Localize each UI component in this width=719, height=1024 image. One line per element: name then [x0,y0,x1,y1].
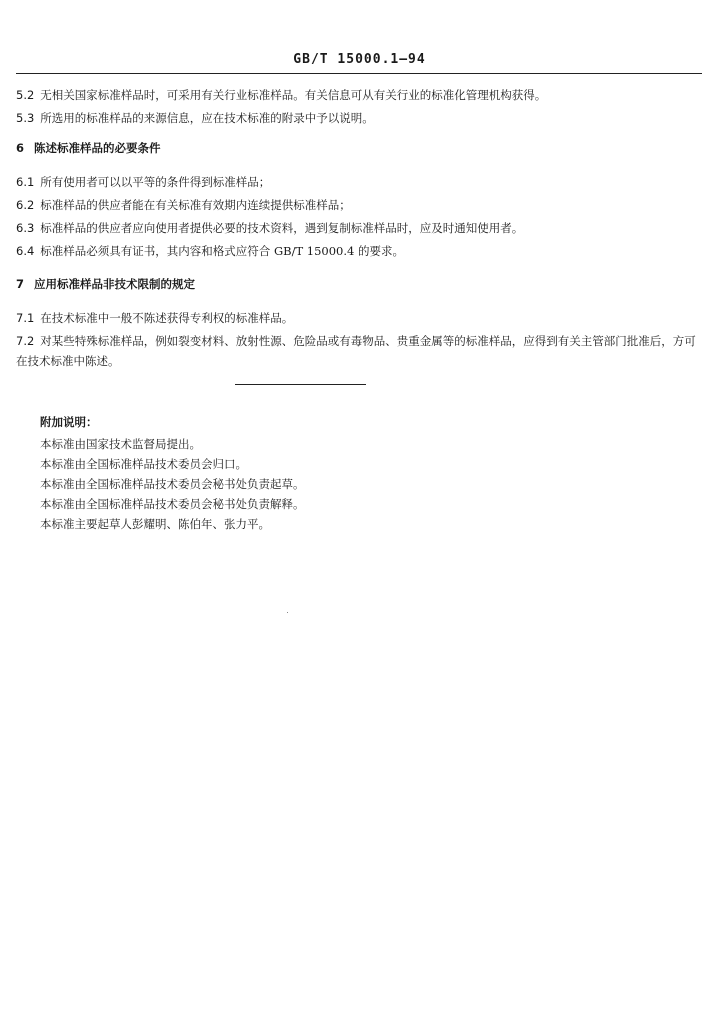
clause-6-2 [16,195,706,215]
document-body [16,85,706,374]
clause-text: 所选用的标准样品的来源信息，应在技术标准的附录中予以说明。 [40,111,374,125]
clause-5-2 [16,85,706,105]
clause-number: 6.2 [16,198,35,212]
end-of-text-rule [235,384,366,385]
clause-6-4 [16,241,706,261]
clause-number: 5.2 [16,88,35,102]
clause-text: 对某些特殊标准样品，例如裂变材料、放射性源、危险品或有毒物品、贵重金属等的标准样品，应得到有关主管部门批准后，方可在技术标准中陈述。 [16,334,696,368]
appendix-line: 本标准主要起草人彭耀明、陈伯年、张力平。 [40,517,270,531]
clause-number: 6.3 [16,221,35,235]
clause-text: 标准样品必须具有证书，其内容和格式应符合 GB/T 15000.4 的要求。 [40,244,404,258]
clause-6-3 [16,218,706,238]
clause-number: 6.4 [16,244,35,258]
appendix-line: 本标准由国家技术监督局提出。 [40,437,201,451]
clause-5-3 [16,108,706,128]
clause-number: 6.1 [16,175,35,189]
section-number: 6 [16,141,25,155]
section-7-heading [16,274,706,294]
clause-text: 在技术标准中一般不陈述获得专利权的标准样品。 [40,311,294,325]
clause-number: 7.1 [16,311,35,325]
clause-7-2 [16,331,706,371]
clause-6-1 [16,172,706,192]
clause-text: 标准样品的供应者能在有关标准有效期内连续提供标准样品； [40,198,351,212]
clause-text: 所有使用者可以以平等的条件得到标准样品； [40,175,271,189]
appendix-line: 本标准由全国标准样品技术委员会秘书处负责解释。 [40,497,305,511]
scan-speck [287,612,288,613]
section-6-heading [16,138,706,158]
section-title: 应用标准样品非技术限制的规定 [34,277,196,291]
header-rule [16,73,702,74]
appendix-line: 本标准由全国标准样品技术委员会秘书处负责起草。 [40,477,305,491]
clause-7-1 [16,308,706,328]
appendix-title: 附加说明： [40,415,98,429]
page-header: GB/T 15000.1—94 [293,52,426,67]
appendix-notes [40,412,640,534]
appendix-line: 本标准由全国标准样品技术委员会归口。 [40,457,247,471]
clause-text: 无相关国家标准样品时，可采用有关行业标准样品。有关信息可从有关行业的标准化管理机构获得。 [40,88,547,102]
clause-number: 7.2 [16,334,35,348]
clause-number: 5.3 [16,111,35,125]
section-number: 7 [16,277,25,291]
section-title: 陈述标准样品的必要条件 [34,141,161,155]
clause-text: 标准样品的供应者应向使用者提供必要的技术资料，遇到复制标准样品时，应及时通知使用者。 [40,221,524,235]
